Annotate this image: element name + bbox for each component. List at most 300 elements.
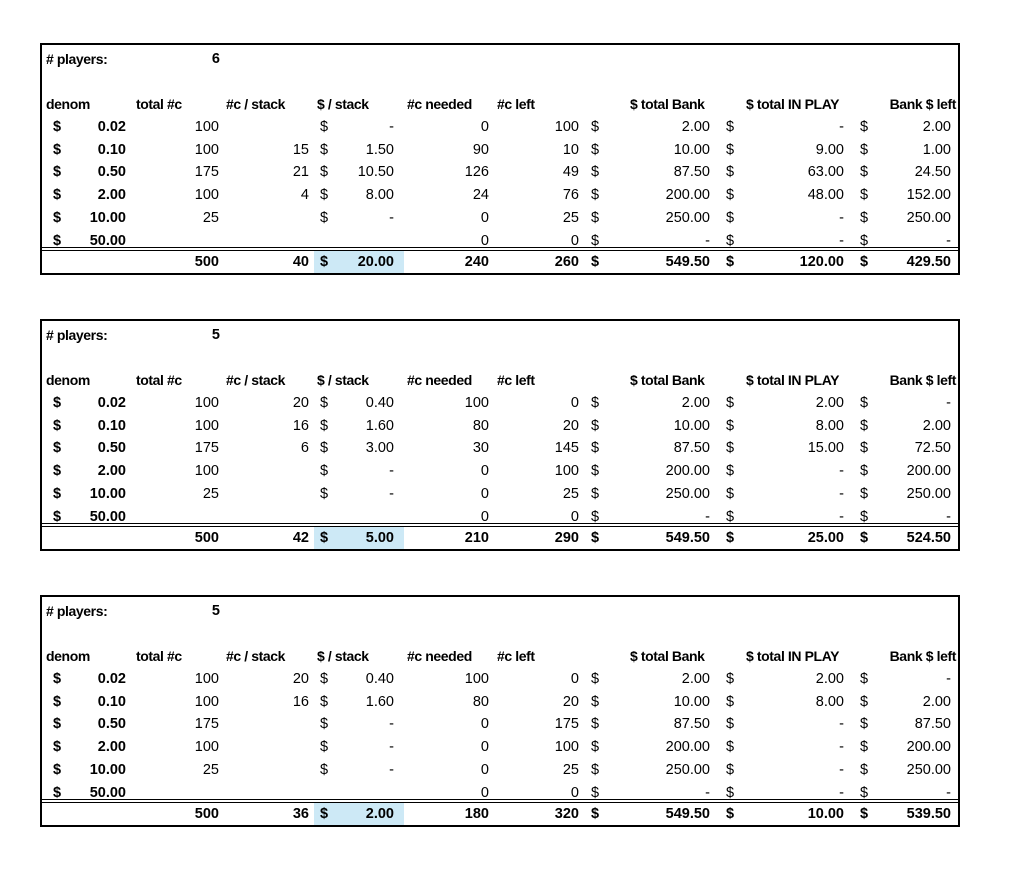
in-play-currency: $: [726, 716, 735, 733]
bank-left-cell[interactable]: 200.00: [906, 739, 951, 756]
in-play-cell[interactable]: 2.00: [815, 671, 844, 687]
in-play-cell[interactable]: -: [839, 119, 844, 135]
denom-value[interactable]: 0.10: [97, 417, 126, 434]
in-play-cell[interactable]: -: [839, 209, 844, 226]
denom-currency: $: [53, 508, 62, 525]
chips-per-stack-cell[interactable]: 21: [292, 164, 309, 181]
chips-left-cell[interactable]: 175: [554, 716, 579, 733]
header-chips-left: #c left: [497, 648, 535, 664]
header-dollar-per-stack: $ / stack: [317, 96, 369, 112]
chips-per-stack-cell[interactable]: [219, 784, 309, 802]
denom-value[interactable]: 10.00: [89, 485, 126, 502]
chips-left-sum[interactable]: 260: [554, 254, 579, 270]
bank-left-currency: $: [860, 164, 869, 181]
total-bank-cell[interactable]: 250.00: [665, 485, 710, 502]
in-play-currency: $: [726, 693, 735, 710]
total-bank-sum[interactable]: 549.50: [665, 530, 710, 546]
total-bank-cell[interactable]: -: [705, 232, 710, 249]
total-bank-cell[interactable]: -: [705, 784, 710, 801]
in-play-cell[interactable]: -: [839, 784, 844, 801]
bank-left-cell[interactable]: 24.50: [914, 164, 951, 181]
chips-needed-cell[interactable]: 100: [464, 671, 489, 687]
denom-currency: $: [53, 761, 62, 778]
stack-currency: $: [320, 119, 329, 135]
bank-left-currency: $: [860, 141, 869, 158]
stack-value-cell[interactable]: -: [389, 209, 394, 226]
denom-value[interactable]: 0.02: [97, 395, 126, 411]
chips-left-cell[interactable]: 0: [570, 671, 579, 687]
bank-left-currency: $: [860, 232, 869, 249]
bank-left-currency: $: [860, 716, 869, 733]
chips-left-cell[interactable]: 100: [554, 119, 579, 135]
chips-left-cell[interactable]: 0: [570, 508, 579, 525]
header-total-chips: total #c: [136, 648, 182, 664]
header-chips-needed: #c needed: [407, 372, 472, 388]
bank-currency: $: [591, 395, 600, 411]
in-play-cell[interactable]: -: [839, 485, 844, 502]
bank-left-currency: $: [860, 119, 869, 135]
chips-per-stack-sum[interactable]: 40: [292, 254, 309, 270]
total-chips-cell[interactable]: 100: [194, 395, 219, 411]
chips-left-cell[interactable]: 76: [562, 187, 579, 204]
denom-currency: $: [53, 395, 62, 411]
bank-left-currency: $: [860, 187, 869, 204]
total-chips-sum[interactable]: 500: [194, 806, 219, 822]
chips-per-stack-cell[interactable]: 20: [292, 395, 309, 411]
stack-sum-currency: $: [320, 254, 329, 270]
stack-value-sum[interactable]: 20.00: [357, 254, 394, 270]
chips-left-cell[interactable]: 100: [554, 463, 579, 480]
chips-needed-cell[interactable]: 0: [480, 716, 489, 733]
stack-value-cell[interactable]: 1.50: [365, 141, 394, 158]
stack-value-cell[interactable]: 1.60: [365, 417, 394, 434]
chips-needed-cell[interactable]: 80: [472, 693, 489, 710]
players-label: # players:: [46, 51, 108, 67]
total-bank-cell[interactable]: 87.50: [673, 164, 710, 181]
denom-value[interactable]: 0.02: [97, 119, 126, 135]
bank-left-cell[interactable]: 2.00: [922, 693, 951, 710]
total-chips-cell[interactable]: 100: [194, 671, 219, 687]
header-total-in-play: $ total IN PLAY: [746, 372, 840, 388]
in-play-currency: $: [726, 417, 735, 434]
stack-value-cell[interactable]: -: [389, 739, 394, 756]
total-bank-cell[interactable]: 10.00: [673, 693, 710, 710]
total-bank-cell[interactable]: 2.00: [681, 119, 710, 135]
bank-left-currency: $: [860, 463, 869, 480]
in-play-cell[interactable]: 9.00: [815, 141, 844, 158]
bank-left-sum[interactable]: 429.50: [906, 254, 951, 270]
chips-left-sum[interactable]: 290: [554, 530, 579, 546]
total-bank-cell[interactable]: 200.00: [665, 187, 710, 204]
denom-currency: $: [53, 693, 62, 710]
header-total-chips: total #c: [136, 372, 182, 388]
header-chips-needed: #c needed: [407, 96, 472, 112]
denom-currency: $: [53, 187, 62, 204]
denom-value[interactable]: 0.02: [97, 671, 126, 687]
stack-value-cell[interactable]: 0.40: [365, 395, 394, 411]
bank-sum-currency: $: [591, 530, 600, 546]
denom-currency: $: [53, 164, 62, 181]
in-play-currency: $: [726, 232, 735, 249]
chips-left-cell[interactable]: 100: [554, 739, 579, 756]
total-bank-cell[interactable]: 2.00: [681, 395, 710, 411]
bank-left-cell[interactable]: -: [946, 671, 951, 687]
total-bank-cell[interactable]: 10.00: [673, 141, 710, 158]
denom-value[interactable]: 0.50: [97, 164, 126, 181]
header-total-bank: $ total Bank: [630, 648, 705, 664]
bank-currency: $: [591, 693, 600, 710]
bank-left-cell[interactable]: 250.00: [906, 761, 951, 778]
total-chips-cell[interactable]: 100: [194, 693, 219, 710]
chips-left-cell[interactable]: 0: [570, 784, 579, 801]
chips-left-cell[interactable]: 25: [562, 209, 579, 226]
chips-left-cell[interactable]: 20: [562, 693, 579, 710]
chips-per-stack-sum[interactable]: 42: [292, 530, 309, 546]
chips-needed-cell[interactable]: 0: [480, 761, 489, 778]
denom-currency: $: [53, 671, 62, 687]
header-total-in-play: $ total IN PLAY: [746, 96, 840, 112]
denom-value[interactable]: 50.00: [89, 232, 126, 249]
bank-currency: $: [591, 164, 600, 181]
chips-needed-cell[interactable]: 126: [464, 164, 489, 181]
total-bank-cell[interactable]: 10.00: [673, 417, 710, 434]
chips-per-stack-sum[interactable]: 36: [292, 806, 309, 822]
bank-left-currency: $: [860, 209, 869, 226]
chips-per-stack-cell[interactable]: [219, 232, 309, 250]
bank-left-currency: $: [860, 485, 869, 502]
header-bank-left: Bank $ left: [889, 372, 956, 388]
in-play-sum[interactable]: 10.00: [807, 806, 844, 822]
bank-left-cell[interactable]: 250.00: [906, 485, 951, 502]
denom-value[interactable]: 2.00: [97, 739, 126, 756]
in-play-currency: $: [726, 209, 735, 226]
bank-currency: $: [591, 784, 600, 801]
bank-left-cell[interactable]: 2.00: [922, 417, 951, 434]
denom-value[interactable]: 50.00: [89, 508, 126, 525]
denom-value[interactable]: 50.00: [89, 784, 126, 801]
stack-currency: $: [320, 440, 329, 457]
chips-per-stack-cell[interactable]: 16: [292, 693, 309, 710]
bank-left-cell[interactable]: 152.00: [906, 187, 951, 204]
stack-currency: $: [320, 671, 329, 687]
total-bank-cell[interactable]: 200.00: [665, 739, 710, 756]
total-bank-cell[interactable]: 250.00: [665, 761, 710, 778]
chips-per-stack-cell[interactable]: 6: [300, 440, 309, 457]
total-chips-sum[interactable]: 500: [194, 530, 219, 546]
chips-needed-cell[interactable]: 0: [480, 485, 489, 502]
header-chips-left: #c left: [497, 96, 535, 112]
chips-needed-cell[interactable]: 80: [472, 417, 489, 434]
stack-currency: $: [320, 209, 329, 226]
in-play-currency: $: [726, 395, 735, 411]
denom-currency: $: [53, 440, 62, 457]
total-chips-cell[interactable]: 100: [194, 119, 219, 135]
bank-left-cell[interactable]: -: [946, 232, 951, 249]
stack-value-sum[interactable]: 5.00: [365, 530, 394, 546]
in-play-sum[interactable]: 120.00: [799, 254, 844, 270]
total-bank-cell[interactable]: 250.00: [665, 209, 710, 226]
bank-left-cell[interactable]: -: [946, 508, 951, 525]
in-play-cell[interactable]: 63.00: [807, 164, 844, 181]
in-play-cell[interactable]: -: [839, 739, 844, 756]
bank-left-cell[interactable]: 250.00: [906, 209, 951, 226]
chips-per-stack-cell[interactable]: [219, 209, 309, 227]
bank-left-cell[interactable]: 72.50: [914, 440, 951, 457]
chips-per-stack-cell[interactable]: 4: [300, 187, 309, 204]
chips-needed-sum[interactable]: 180: [464, 806, 489, 822]
bank-left-sum-currency: $: [860, 530, 869, 546]
denom-currency: $: [53, 417, 62, 434]
total-bank-cell[interactable]: 200.00: [665, 463, 710, 480]
chips-needed-cell[interactable]: 100: [464, 395, 489, 411]
players-label: # players:: [46, 603, 108, 619]
total-chips-cell[interactable]: 100: [194, 417, 219, 434]
header-chips-per-stack: #c / stack: [226, 372, 286, 388]
denom-value[interactable]: 2.00: [97, 463, 126, 480]
chips-left-cell[interactable]: 25: [562, 761, 579, 778]
bank-left-currency: $: [860, 508, 869, 525]
total-chips-cell[interactable]: 175: [194, 164, 219, 181]
in-play-cell[interactable]: 15.00: [807, 440, 844, 457]
in-play-cell[interactable]: 48.00: [807, 187, 844, 204]
bank-currency: $: [591, 508, 600, 525]
stack-currency: $: [320, 761, 329, 778]
stack-value-cell[interactable]: 0.40: [365, 671, 394, 687]
header-denom: denom: [46, 96, 90, 112]
players-label: # players:: [46, 327, 108, 343]
denom-currency: $: [53, 716, 62, 733]
chips-needed-sum[interactable]: 240: [464, 254, 489, 270]
in-play-currency: $: [726, 164, 735, 181]
stack-value-cell[interactable]: [304, 232, 394, 250]
bank-left-currency: $: [860, 417, 869, 434]
bank-currency: $: [591, 187, 600, 204]
chips-needed-cell[interactable]: 24: [472, 187, 489, 204]
denom-value[interactable]: 10.00: [89, 209, 126, 226]
total-chips-cell[interactable]: 25: [202, 209, 219, 226]
total-chips-cell[interactable]: 175: [194, 440, 219, 457]
header-total-chips: total #c: [136, 96, 182, 112]
in-play-cell[interactable]: 2.00: [815, 395, 844, 411]
chips-per-stack-cell[interactable]: [219, 508, 309, 526]
chips-needed-cell[interactable]: 0: [480, 508, 489, 525]
bank-left-sum[interactable]: 524.50: [906, 530, 951, 546]
total-chips-cell[interactable]: 100: [194, 463, 219, 480]
chips-left-cell[interactable]: 145: [554, 440, 579, 457]
stack-currency: $: [320, 417, 329, 434]
total-bank-cell[interactable]: -: [705, 508, 710, 525]
bank-left-currency: $: [860, 395, 869, 411]
stack-value-sum[interactable]: 2.00: [365, 806, 394, 822]
total-chips-cell[interactable]: 100: [194, 141, 219, 158]
denom-value[interactable]: 0.10: [97, 693, 126, 710]
bank-currency: $: [591, 761, 600, 778]
stack-value-cell[interactable]: 10.50: [357, 164, 394, 181]
bank-left-currency: $: [860, 761, 869, 778]
denom-currency: $: [53, 784, 62, 801]
stack-currency: $: [320, 716, 329, 733]
in-play-currency: $: [726, 187, 735, 204]
in-play-currency: $: [726, 141, 735, 158]
chips-per-stack-cell[interactable]: [219, 118, 309, 136]
bank-left-cell[interactable]: 1.00: [922, 141, 951, 158]
total-chips-cell[interactable]: 25: [202, 485, 219, 502]
in-play-cell[interactable]: -: [839, 716, 844, 733]
chips-per-stack-cell[interactable]: [219, 485, 309, 503]
total-chips-cell[interactable]: 100: [194, 739, 219, 756]
chips-per-stack-cell[interactable]: [219, 715, 309, 733]
chips-needed-cell[interactable]: 0: [480, 209, 489, 226]
in-play-currency: $: [726, 739, 735, 756]
in-play-cell[interactable]: -: [839, 761, 844, 778]
chips-left-cell[interactable]: 10: [562, 141, 579, 158]
total-chips-cell[interactable]: 100: [194, 187, 219, 204]
bank-left-cell[interactable]: 87.50: [914, 716, 951, 733]
total-bank-sum[interactable]: 549.50: [665, 806, 710, 822]
header-denom: denom: [46, 648, 90, 664]
stack-value-cell[interactable]: 3.00: [365, 440, 394, 457]
chips-needed-cell[interactable]: 0: [480, 463, 489, 480]
in-play-currency: $: [726, 784, 735, 801]
bank-left-sum-currency: $: [860, 806, 869, 822]
stack-value-cell[interactable]: [304, 784, 394, 802]
in-play-currency: $: [726, 463, 735, 480]
in-play-currency: $: [726, 119, 735, 135]
in-play-cell[interactable]: -: [839, 232, 844, 249]
chips-needed-cell[interactable]: 90: [472, 141, 489, 158]
stack-value-cell[interactable]: -: [389, 716, 394, 733]
stack-sum-currency: $: [320, 530, 329, 546]
bank-currency: $: [591, 671, 600, 687]
in-play-sum-currency: $: [726, 530, 735, 546]
total-bank-sum[interactable]: 549.50: [665, 254, 710, 270]
chips-left-cell[interactable]: 49: [562, 164, 579, 181]
chips-per-stack-cell[interactable]: [219, 462, 309, 480]
in-play-currency: $: [726, 761, 735, 778]
chips-needed-cell[interactable]: 0: [480, 119, 489, 135]
header-bank-left: Bank $ left: [889, 96, 956, 112]
in-play-cell[interactable]: 8.00: [815, 417, 844, 434]
players-count[interactable]: 5: [211, 603, 220, 619]
chips-per-stack-cell[interactable]: 16: [292, 417, 309, 434]
header-dollar-per-stack: $ / stack: [317, 372, 369, 388]
chips-per-stack-cell[interactable]: 15: [292, 141, 309, 158]
chips-needed-cell[interactable]: 0: [480, 784, 489, 801]
stack-value-cell[interactable]: -: [389, 761, 394, 778]
in-play-sum[interactable]: 25.00: [807, 530, 844, 546]
chip-table-3: [40, 595, 960, 827]
header-denom: denom: [46, 372, 90, 388]
in-play-currency: $: [726, 440, 735, 457]
in-play-currency: $: [726, 485, 735, 502]
chips-per-stack-cell[interactable]: [219, 761, 309, 779]
in-play-sum-currency: $: [726, 806, 735, 822]
header-dollar-per-stack: $ / stack: [317, 648, 369, 664]
bank-currency: $: [591, 739, 600, 756]
stack-currency: $: [320, 693, 329, 710]
bank-left-sum[interactable]: 539.50: [906, 806, 951, 822]
in-play-sum-currency: $: [726, 254, 735, 270]
stack-value-cell[interactable]: -: [389, 463, 394, 480]
chips-left-cell[interactable]: 25: [562, 485, 579, 502]
total-chips-cell[interactable]: 175: [194, 716, 219, 733]
in-play-currency: $: [726, 671, 735, 687]
stack-value-cell[interactable]: -: [389, 485, 394, 502]
chips-needed-cell[interactable]: 0: [480, 232, 489, 249]
in-play-cell[interactable]: 8.00: [815, 693, 844, 710]
stack-value-cell[interactable]: 8.00: [365, 187, 394, 204]
denom-currency: $: [53, 739, 62, 756]
stack-currency: $: [320, 164, 329, 181]
denom-value[interactable]: 0.50: [97, 716, 126, 733]
players-count[interactable]: 6: [211, 51, 220, 67]
bank-left-cell[interactable]: 2.00: [922, 119, 951, 135]
bank-left-currency: $: [860, 739, 869, 756]
chips-left-cell[interactable]: 0: [570, 395, 579, 411]
chips-per-stack-cell[interactable]: 20: [292, 671, 309, 687]
stack-value-cell[interactable]: 1.60: [365, 693, 394, 710]
in-play-cell[interactable]: -: [839, 508, 844, 525]
denom-currency: $: [53, 141, 62, 158]
chips-per-stack-cell[interactable]: [219, 738, 309, 756]
denom-value[interactable]: 0.10: [97, 141, 126, 158]
denom-value[interactable]: 10.00: [89, 761, 126, 778]
stack-value-cell[interactable]: [304, 508, 394, 526]
total-bank-cell[interactable]: 87.50: [673, 716, 710, 733]
bank-left-cell[interactable]: 200.00: [906, 463, 951, 480]
bank-left-cell[interactable]: -: [946, 395, 951, 411]
header-total-bank: $ total Bank: [630, 96, 705, 112]
denom-value[interactable]: 2.00: [97, 187, 126, 204]
chips-needed-sum[interactable]: 210: [464, 530, 489, 546]
total-chips-cell[interactable]: [129, 508, 219, 526]
bank-currency: $: [591, 716, 600, 733]
total-chips-cell[interactable]: 25: [202, 761, 219, 778]
chip-table-2: [40, 319, 960, 551]
bank-currency: $: [591, 141, 600, 158]
header-total-in-play: $ total IN PLAY: [746, 648, 840, 664]
players-count[interactable]: 5: [211, 327, 220, 343]
chips-needed-cell[interactable]: 0: [480, 739, 489, 756]
denom-currency: $: [53, 209, 62, 226]
header-chips-per-stack: #c / stack: [226, 96, 286, 112]
total-bank-cell[interactable]: 87.50: [673, 440, 710, 457]
bank-sum-currency: $: [591, 806, 600, 822]
denom-currency: $: [53, 232, 62, 249]
bank-left-currency: $: [860, 671, 869, 687]
chips-left-cell[interactable]: 0: [570, 232, 579, 249]
denom-value[interactable]: 0.50: [97, 440, 126, 457]
bank-left-currency: $: [860, 440, 869, 457]
bank-left-currency: $: [860, 784, 869, 801]
chips-left-sum[interactable]: 320: [554, 806, 579, 822]
total-chips-cell[interactable]: [129, 232, 219, 250]
stack-currency: $: [320, 463, 329, 480]
total-chips-sum[interactable]: 500: [194, 254, 219, 270]
bank-left-cell[interactable]: -: [946, 784, 951, 801]
chip-table-1: [40, 43, 960, 275]
in-play-cell[interactable]: -: [839, 463, 844, 480]
bank-sum-currency: $: [591, 254, 600, 270]
total-bank-cell[interactable]: 2.00: [681, 671, 710, 687]
denom-currency: $: [53, 485, 62, 502]
chips-left-cell[interactable]: 20: [562, 417, 579, 434]
stack-value-cell[interactable]: -: [389, 119, 394, 135]
bank-currency: $: [591, 440, 600, 457]
bank-currency: $: [591, 485, 600, 502]
chips-needed-cell[interactable]: 30: [472, 440, 489, 457]
total-chips-cell[interactable]: [129, 784, 219, 802]
